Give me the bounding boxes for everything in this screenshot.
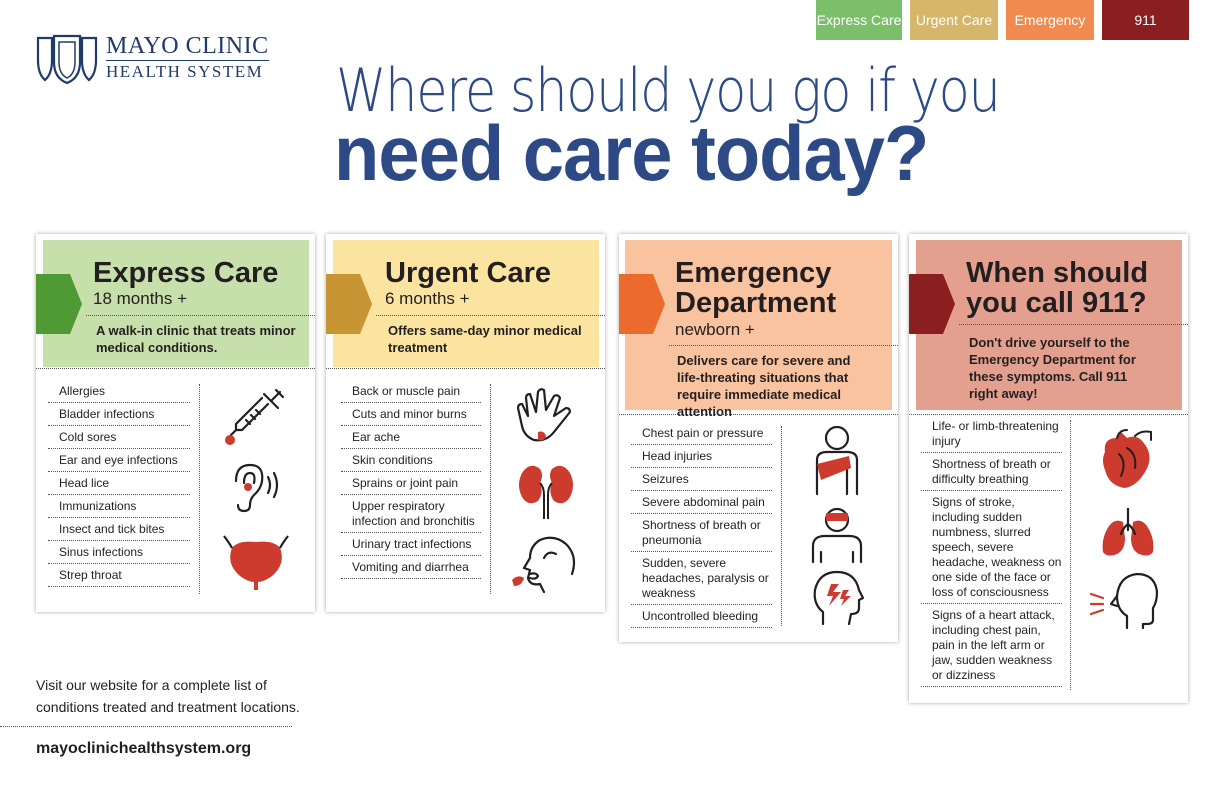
list-item: Signs of stroke, including sudden numbness, slurred speech, severe headache, weakness on one side of the face or loss of consciousness	[921, 491, 1062, 604]
express-care-card	[36, 234, 315, 612]
lungs-icon	[1099, 508, 1157, 558]
list-item: Ear ache	[341, 426, 481, 449]
footer-note-line2: conditions treated and treatment locations.	[36, 699, 300, 715]
emergency-department-card	[619, 234, 898, 642]
express-arrow-icon	[36, 274, 82, 334]
list-item: Uncontrolled bleeding	[631, 605, 772, 628]
conditions-list	[48, 380, 190, 587]
card-age: 18 months +	[93, 289, 188, 308]
list-item: Immunizations	[48, 495, 190, 518]
headache-icon	[809, 568, 867, 626]
mayo-clinic-logo	[36, 34, 269, 84]
list-item: Sprains or joint pain	[341, 472, 481, 495]
call-911-arrow-icon	[909, 274, 955, 334]
headline-light: Where should you go if you	[336, 56, 1000, 126]
card-description: A walk-in clinic that treats minor medical conditions.	[96, 323, 296, 355]
divider	[0, 726, 292, 727]
list-item: Severe abdominal pain	[631, 491, 772, 514]
card-title-line1: When should	[966, 257, 1149, 289]
list-item: Head injuries	[631, 445, 772, 468]
urgent-care-card	[326, 234, 605, 612]
list-item: Upper respiratory infection and bronchitis	[341, 495, 481, 533]
list-item: Allergies	[48, 380, 190, 403]
list-item: Chest pain or pressure	[631, 422, 772, 445]
arm-sling-icon	[807, 424, 867, 496]
divider	[1070, 420, 1071, 690]
conditions-list	[341, 380, 481, 579]
card-title-line2: you call 911?	[966, 287, 1147, 319]
divider	[326, 368, 605, 369]
conditions-list	[631, 422, 772, 628]
list-item: Head lice	[48, 472, 190, 495]
card-title: Express Care	[93, 257, 279, 289]
divider	[86, 315, 315, 316]
tab-emergency[interactable]: Emergency	[1006, 0, 1094, 40]
list-item: Bladder infections	[48, 403, 190, 426]
call-911-card	[909, 234, 1188, 703]
website-link[interactable]: mayoclinichealthsystem.org	[36, 740, 252, 757]
hand-icon	[514, 386, 576, 446]
divider	[376, 315, 605, 316]
card-age: 6 months +	[385, 289, 470, 308]
list-item: Ear and eye infections	[48, 449, 190, 472]
tab-urgent-care[interactable]: Urgent Care	[910, 0, 998, 40]
divider	[490, 384, 491, 594]
divider	[781, 426, 782, 626]
emergency-arrow-icon	[619, 274, 665, 334]
list-item: Signs of a heart attack, including chest pain, pain in the left arm or jaw, sudden weakness or dizziness	[921, 604, 1062, 687]
list-item: Insect and tick bites	[48, 518, 190, 541]
card-title-line1: Emergency	[675, 257, 832, 289]
list-item: Back or muscle pain	[341, 380, 481, 403]
urgent-arrow-icon	[326, 274, 372, 334]
head-bandage-icon	[807, 506, 867, 564]
ear-icon	[226, 459, 284, 517]
list-item: Skin conditions	[341, 449, 481, 472]
card-title: Urgent Care	[385, 257, 551, 289]
divider	[669, 345, 898, 346]
logo-line1: MAYO CLINIC	[106, 33, 269, 59]
syringe-icon	[224, 386, 286, 448]
tab-express-care[interactable]: Express Care	[816, 0, 902, 40]
list-item: Sudden, severe headaches, paralysis or weakness	[631, 552, 772, 605]
list-item: Shortness of breath or difficulty breathing	[921, 453, 1062, 491]
list-item: Sinus infections	[48, 541, 190, 564]
kidneys-icon	[516, 459, 576, 521]
vomiting-head-icon	[510, 534, 580, 598]
shields-logo-icon	[36, 34, 98, 84]
card-title-line2: Department	[675, 287, 837, 319]
card-description: Delivers care for severe and life-threating situations that require immediate medical attention	[677, 353, 851, 419]
divider	[199, 384, 200, 594]
divider	[36, 368, 315, 369]
logo-line2: HEALTH SYSTEM	[106, 60, 269, 80]
list-item: Shortness of breath or pneumonia	[631, 514, 772, 552]
card-description: Offers same-day minor medical treatment	[388, 323, 582, 355]
list-item: Urinary tract infections	[341, 533, 481, 556]
list-item: Cold sores	[48, 426, 190, 449]
card-description: Don't drive yourself to the Emergency Department for these symptoms. Call 911 right away!	[969, 335, 1136, 401]
footer-note-line1: Visit our website for a complete list of	[36, 677, 267, 693]
headline-bold: need care today?	[334, 109, 929, 197]
list-item: Seizures	[631, 468, 772, 491]
list-item: Vomiting and diarrhea	[341, 556, 481, 579]
list-item: Life- or limb-threatening injury	[921, 415, 1062, 453]
list-item: Cuts and minor burns	[341, 403, 481, 426]
divider	[959, 324, 1188, 325]
tab-911[interactable]: 911	[1102, 0, 1189, 40]
bladder-icon	[222, 534, 290, 592]
conditions-list	[921, 415, 1062, 687]
footer-note	[36, 674, 300, 718]
list-item: Strep throat	[48, 564, 190, 587]
divider	[619, 414, 898, 415]
card-age: newborn +	[675, 320, 755, 339]
head-alert-icon	[1089, 570, 1159, 630]
care-tabs	[816, 0, 1189, 40]
heart-icon	[1097, 428, 1157, 490]
